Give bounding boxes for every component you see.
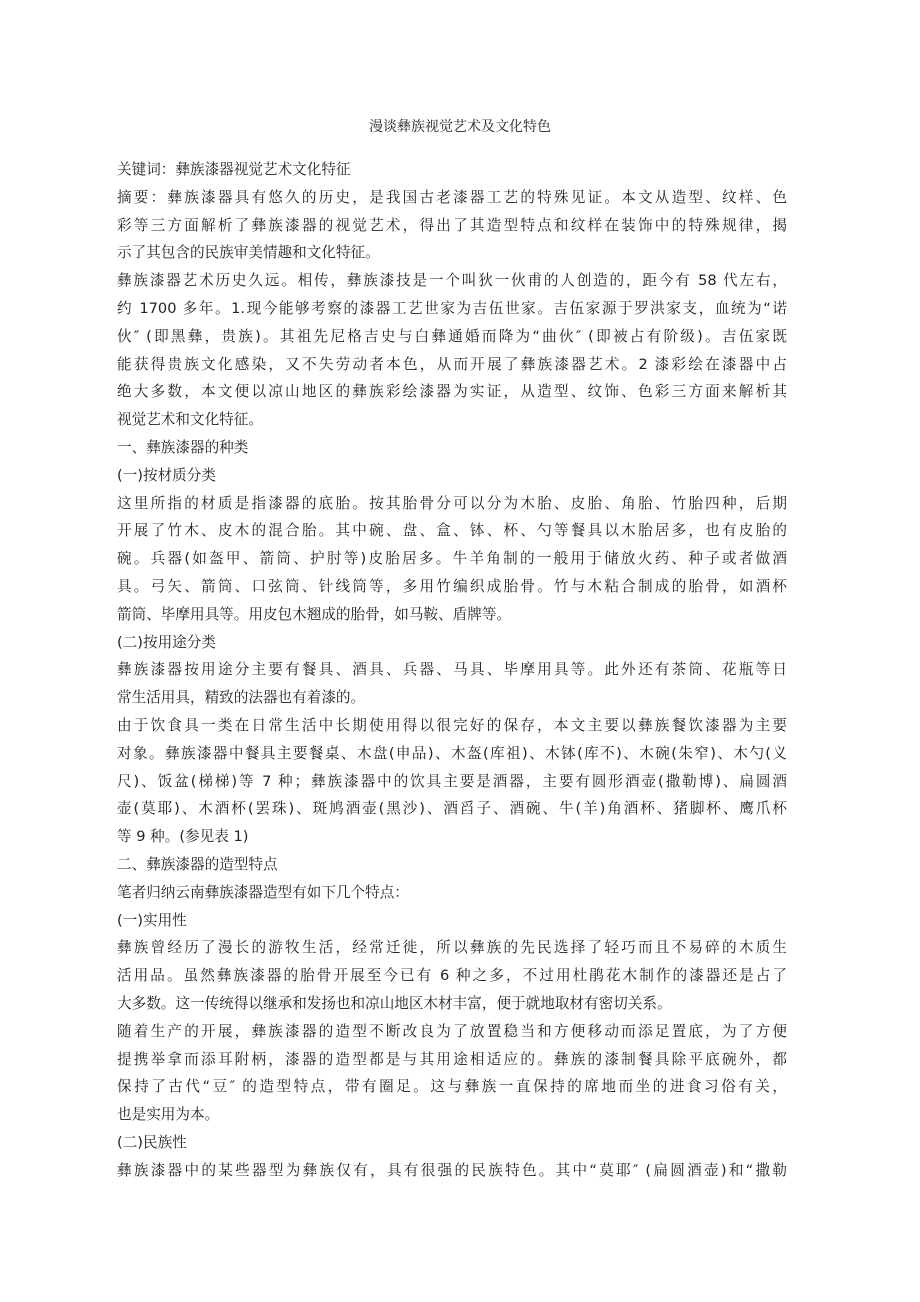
text-line: 彝族曾经历了漫长的游牧生活，经常迁徙，所以彝族的先民选择了轻巧而且不易碎的木质生: [117, 939, 787, 957]
text-line: 一、彝族漆器的种类: [117, 438, 249, 456]
text-line: 具。弓矢、箭筒、口弦筒、针线筒等，多用竹编织成胎骨。竹与木粘合制成的胎骨，如酒杯: [117, 577, 787, 595]
text-line: 摘要：彝族漆器具有悠久的历史，是我国古老漆器工艺的特殊见证。本文从造型、纹样、色: [117, 188, 787, 206]
text-line: 等 9 种。(参见表 1): [117, 828, 249, 846]
text-line: 开展了竹木、皮木的混合胎。其中碗、盘、盒、钵、杯、勺等餐具以木胎居多，也有皮胎的: [117, 522, 787, 540]
text-line: 二、彝族漆器的造型特点: [117, 855, 278, 873]
text-line: 能获得贵族文化感染，又不失劳动者本色，从而开展了彝族漆器艺术。2 漆彩绘在漆器中占: [117, 355, 787, 373]
text-line: 彩等三方面解析了彝族漆器的视觉艺术，得出了其造型特点和纹样在装饰中的特殊规律，揭: [117, 216, 787, 234]
text-line: 笔者归纳云南彝族漆器造型有如下几个特点：: [117, 883, 409, 901]
text-line: 绝大多数，本文便以凉山地区的彝族彩绘漆器为实证，从造型、纹饰、色彩三方面来解析其: [117, 383, 787, 401]
document-title: 漫谈彝族视觉艺术及文化特色: [369, 119, 551, 135]
text-line: (一)实用性: [117, 911, 187, 929]
text-line: 常生活用具，精致的法器也有着漆的。: [117, 689, 366, 707]
text-line: 大多数。这一传统得以继承和发扬也和凉山地区木材丰富，便于就地取材有密切关系。: [117, 994, 672, 1012]
text-line: (二)按用途分类: [117, 633, 216, 651]
text-line: 关键词：彝族漆器视觉艺术文化特征: [117, 161, 351, 178]
text-line: 提携举拿而添耳附柄，漆器的造型都是与其用途相适应的。彝族的漆制餐具除平底碗外，都: [117, 1050, 787, 1068]
text-line: 对象。彝族漆器中餐具主要餐桌、木盘(申品)、木盔(库祖)、木钵(库不)、木碗(朱窄)、木勺(义: [117, 744, 787, 762]
text-line: 彝族漆器艺术历史久远。相传，彝族漆技是一个叫狄一伙甫的人创造的，距今有 58 代左右，: [117, 272, 787, 290]
text-line: 伙″ (即黑彝，贵族)。其祖先尼格吉史与白彝通婚而降为“曲伙″ (即被占有阶级)。吉伍家既: [117, 327, 787, 345]
text-line: 尺)、饭盆(梯梯)等 7 种；彝族漆器中的饮具主要是酒器，主要有圆形酒壶(撒勒博)、扁圆酒: [117, 772, 787, 790]
text-line: 也是实用为本。: [117, 1106, 220, 1124]
text-line: (一)按材质分类: [117, 466, 216, 484]
text-line: 由于饮食具一类在日常生活中长期使用得以很完好的保存，本文主要以彝族餐饮漆器为主要: [117, 716, 787, 734]
document-body: [117, 156, 787, 1184]
text-line: 保持了古代“豆″ 的造型特点，带有圈足。这与彝族一直保持的席地而坐的进食习俗有关，: [117, 1078, 787, 1096]
text-line: 活用品。虽然彝族漆器的胎骨开展至今已有 6 种之多，不过用杜鹃花木制作的漆器还是占了: [117, 967, 787, 985]
text-line: 彝族漆器按用途分主要有餐具、酒具、兵器、马具、毕摩用具等。此外还有茶筒、花瓶等日: [117, 661, 787, 679]
text-line: 壶(莫耶)、木酒杯(罢珠)、斑鸠酒壶(黑沙)、酒舀子、酒碗、牛(羊)角酒杯、猪脚杯、鹰爪杯: [117, 800, 787, 818]
text-line: 彝族漆器中的某些器型为彝族仅有，具有很强的民族特色。其中“莫耶″ (扁圆酒壶)和“撒勒: [117, 1161, 787, 1179]
text-line: 约 1700 多年。1.现今能够考察的漆器工艺世家为吉伍世家。吉伍家源于罗洪家支，血统为“诺: [117, 299, 787, 317]
text-line: 视觉艺术和文化特征。: [117, 411, 263, 429]
text-line: 示了其包含的民族审美情趣和文化特征。: [117, 244, 380, 262]
text-line: 箭筒、毕摩用具等。用皮包木翘成的胎骨，如马鞍、盾牌等。: [117, 605, 512, 623]
text-line: 随着生产的开展，彝族漆器的造型不断改良为了放置稳当和方便移动而添足置底，为了方便: [117, 1022, 787, 1040]
text-line: 这里所指的材质是指漆器的底胎。按其胎骨分可以分为木胎、皮胎、角胎、竹胎四种，后期: [117, 494, 787, 512]
text-line: (二)民族性: [117, 1133, 187, 1151]
text-line: 碗。兵器(如盔甲、箭筒、护肘等)皮胎居多。牛羊角制的一般用于储放火药、种子或者做酒: [117, 550, 787, 568]
